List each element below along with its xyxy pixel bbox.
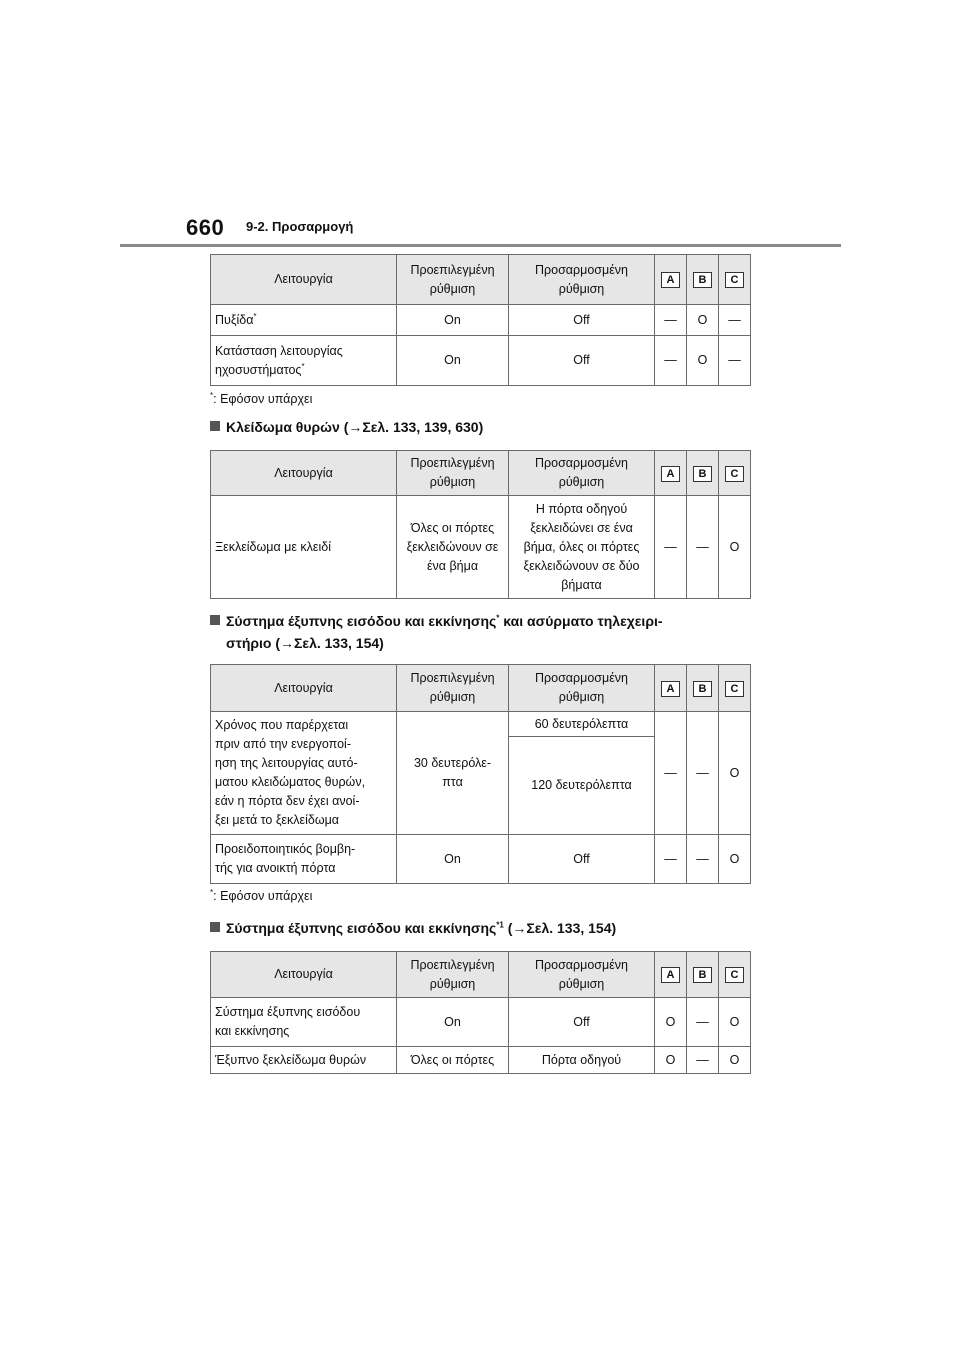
custom-cell: Off <box>509 305 655 336</box>
table-row <box>211 496 751 599</box>
settings-table-smart-entry <box>210 951 751 1074</box>
custom-cell: 60 δευτερόλεπτα <box>509 712 655 737</box>
function-cell: Κατάσταση λειτουργίας ηχοσυστήματος* <box>211 336 397 386</box>
col-a <box>655 255 687 305</box>
mode-a-cell: — <box>655 496 687 599</box>
page-number: 660 <box>186 215 225 240</box>
custom-cell: Πόρτα οδηγού <box>509 1047 655 1074</box>
settings-table-smart-entry-remote <box>210 664 751 884</box>
mode-b-badge: B <box>693 967 712 983</box>
col-default: Προεπιλεγμένη ρύθμιση <box>397 665 509 712</box>
table-row <box>211 835 751 884</box>
function-cell: Προειδοποιητικός βομβη- τής για ανοικτή πόρτα <box>211 835 397 884</box>
col-c <box>719 255 751 305</box>
mode-a-cell: — <box>655 835 687 884</box>
settings-table-compass <box>210 254 751 386</box>
mode-b-badge: B <box>693 681 712 697</box>
default-cell: On <box>397 305 509 336</box>
mode-a-cell: — <box>655 336 687 386</box>
mode-b-cell: — <box>687 835 719 884</box>
col-default: Προεπιλεγμένη ρύθμιση <box>397 255 509 305</box>
col-function: Λειτουργία <box>211 665 397 712</box>
col-function: Λειτουργία <box>211 451 397 496</box>
table-header-row <box>211 451 751 496</box>
mode-b-badge: B <box>693 466 712 482</box>
table-row <box>211 1047 751 1074</box>
col-custom: Προσαρμοσμένη ρύθμιση <box>509 255 655 305</box>
settings-table-door-lock <box>210 450 751 599</box>
col-custom: Προσαρμοσμένη ρύθμιση <box>509 952 655 998</box>
table-header-row <box>211 255 751 305</box>
default-cell: Όλες οι πόρτες ξεκλειδώνουν σε ένα βήμα <box>397 496 509 599</box>
mode-b-cell: — <box>687 998 719 1047</box>
col-custom: Προσαρμοσμένη ρύθμιση <box>509 451 655 496</box>
mode-a-badge: A <box>661 681 680 697</box>
mode-b-cell: — <box>687 496 719 599</box>
mode-c-cell: — <box>719 305 751 336</box>
mode-c-cell: O <box>719 835 751 884</box>
table-row <box>211 336 751 386</box>
custom-cell: Off <box>509 998 655 1047</box>
col-custom: Προσαρμοσμένη ρύθμιση <box>509 665 655 712</box>
col-c <box>719 665 751 712</box>
col-function: Λειτουργία <box>211 255 397 305</box>
footnote: *: Εφόσον υπάρχει <box>210 887 313 903</box>
mode-c-cell: O <box>719 998 751 1047</box>
square-bullet-icon <box>210 922 220 932</box>
mode-c-cell: — <box>719 336 751 386</box>
col-a <box>655 952 687 998</box>
mode-b-cell: — <box>687 712 719 835</box>
col-b <box>687 451 719 496</box>
mode-c-cell: O <box>719 1047 751 1074</box>
col-b <box>687 255 719 305</box>
mode-a-cell: O <box>655 1047 687 1074</box>
mode-c-badge: C <box>725 681 744 697</box>
default-cell: 30 δευτερόλε- πτα <box>397 712 509 835</box>
mode-a-cell: O <box>655 998 687 1047</box>
custom-cell: Η πόρτα οδηγού ξεκλειδώνει σε ένα βήμα, όλες οι πόρτες ξεκλειδώνουν σε δύο βήματα <box>509 496 655 599</box>
mode-a-badge: A <box>661 272 680 288</box>
function-cell: Χρόνος που παρέρχεται πριν από την ενεργοποί- ηση της λειτουργίας αυτό- ματου κλειδώματος θυρών, εάν η πόρτα δεν έχει ανοί- ξει μετά το ξεκλείδωμα <box>211 712 397 835</box>
mode-b-cell: — <box>687 1047 719 1074</box>
square-bullet-icon <box>210 421 220 431</box>
col-c <box>719 451 751 496</box>
mode-b-badge: B <box>693 272 712 288</box>
col-c <box>719 952 751 998</box>
section-title: 9-2. Προσαρμογή <box>246 219 354 234</box>
default-cell: On <box>397 835 509 884</box>
col-default: Προεπιλεγμένη ρύθμιση <box>397 451 509 496</box>
table-row <box>211 712 751 737</box>
col-a <box>655 665 687 712</box>
function-cell: Ξεκλείδωμα με κλειδί <box>211 496 397 599</box>
section-heading-door-lock: Κλείδωμα θυρών (→Σελ. 133, 139, 630) <box>210 416 483 438</box>
header-divider <box>120 244 841 247</box>
col-b <box>687 665 719 712</box>
default-cell: On <box>397 336 509 386</box>
section-heading-smart-entry: Σύστημα έξυπνης εισόδου και εκκίνησης$^{*1}$ (→Σελ. 133, 154) <box>210 917 616 939</box>
table-row <box>211 305 751 336</box>
mode-b-cell: O <box>687 305 719 336</box>
mode-a-cell: — <box>655 305 687 336</box>
col-function: Λειτουργία <box>211 952 397 998</box>
mode-b-cell: O <box>687 336 719 386</box>
square-bullet-icon <box>210 615 220 625</box>
function-cell: Πυξίδα* <box>211 305 397 336</box>
mode-c-cell: O <box>719 712 751 835</box>
function-cell: Έξυπνο ξεκλείδωμα θυρών <box>211 1047 397 1074</box>
mode-c-badge: C <box>725 967 744 983</box>
default-cell: Όλες οι πόρτες <box>397 1047 509 1074</box>
mode-c-badge: C <box>725 466 744 482</box>
table-row <box>211 998 751 1047</box>
mode-c-cell: O <box>719 496 751 599</box>
mode-a-badge: A <box>661 466 680 482</box>
custom-cell: 120 δευτερόλεπτα <box>509 737 655 835</box>
mode-a-cell: — <box>655 712 687 835</box>
col-b <box>687 952 719 998</box>
table-header-row <box>211 952 751 998</box>
col-a <box>655 451 687 496</box>
custom-cell: Off <box>509 336 655 386</box>
default-cell: On <box>397 998 509 1047</box>
mode-c-badge: C <box>725 272 744 288</box>
custom-cell: Off <box>509 835 655 884</box>
function-cell: Σύστημα έξυπνης εισόδου και εκκίνησης <box>211 998 397 1047</box>
footnote: *: Εφόσον υπάρχει <box>210 390 313 406</box>
col-default: Προεπιλεγμένη ρύθμιση <box>397 952 509 998</box>
section-heading-smart-entry-remote: Σύστημα έξυπνης εισόδου και εκκίνησης* και ασύρματο τηλεχειρι- στήριο (→Σελ. 133, 154) <box>210 610 663 654</box>
mode-a-badge: A <box>661 967 680 983</box>
table-header-row <box>211 665 751 712</box>
